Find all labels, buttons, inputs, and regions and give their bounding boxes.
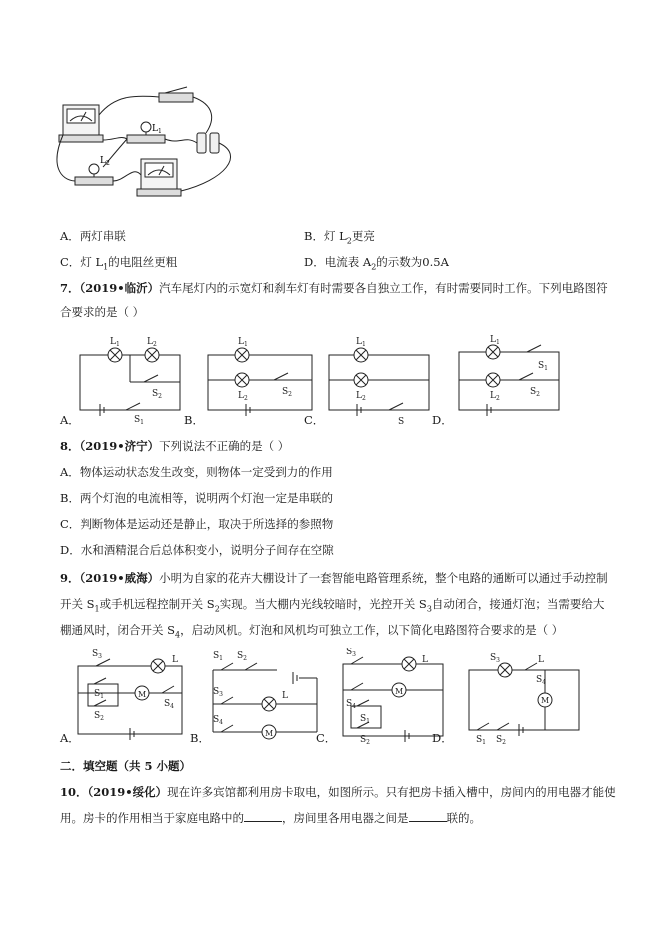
q9-circuit-d [469, 663, 579, 736]
option-letter: B． [60, 491, 80, 505]
question-text: 实现。当大棚内光线较暗时，光控开关 S [219, 597, 427, 611]
q6-apparatus-figure [55, 85, 280, 205]
question-source: （2019•威海） [79, 571, 160, 585]
q9-stem-line3 [60, 622, 563, 643]
svg-text:S3: $S_3$ [92, 649, 102, 660]
option-letter: A． [60, 229, 80, 243]
q9-option-b[interactable]: B． [190, 731, 210, 745]
q9-option-c[interactable]: C． [316, 731, 337, 745]
svg-text:L1: $L_1$ [110, 337, 120, 348]
q9-circuit-b [213, 663, 317, 739]
question-source: （2019•绥化） [87, 785, 168, 799]
option-letter: C． [60, 517, 81, 531]
question-text: 自动闭合，接通灯泡；当需要给大 [431, 597, 605, 611]
question-source: （2019•临沂） [79, 281, 160, 295]
svg-text:S4: $S_4$ [213, 715, 223, 726]
question-text: 下列说法不正确的是（ ） [159, 439, 290, 453]
q9-circuit-c [343, 657, 443, 742]
question-source: （2019•济宁） [79, 439, 160, 453]
option-text: 的示数为0.5A [376, 255, 449, 269]
question-text: 小明为自家的花卉大棚设计了一套智能电路管理系统，整个电路的通断可以通过手动控制 [159, 571, 608, 585]
question-text: ，房间里各用电器之间是 [282, 811, 409, 825]
q7-option-c[interactable]: C． [304, 413, 325, 427]
svg-text:L1: $L_1$ [238, 337, 248, 348]
q9-option-d[interactable]: D． [432, 731, 453, 745]
q8-option-c[interactable] [60, 516, 333, 532]
option-text: 两灯串联 [79, 229, 126, 243]
question-sub: 2 [214, 604, 220, 614]
question-text: 合要求的是（ ） [60, 305, 145, 319]
question-text: 棚通风时，闭合开关 S [60, 623, 176, 637]
svg-text:L2: $L_2$ [490, 391, 500, 402]
option-letter: B． [304, 229, 324, 243]
option-letter: A． [60, 465, 80, 479]
option-text: 电流表 A [324, 255, 372, 269]
svg-text:L1: $L_1$ [356, 337, 366, 348]
q7-option-d[interactable]: D． [432, 413, 453, 427]
svg-text:L1: $L_1$ [490, 335, 500, 346]
q7-circuit-a [80, 348, 180, 416]
question-number: 10． [60, 785, 88, 799]
svg-text:L2: $L_2$ [238, 391, 248, 402]
q7-circuit-c [329, 348, 429, 416]
option-text: 判断物体是运动还是静止，取决于所选择的参照物 [80, 517, 334, 531]
svg-text:M: M [541, 696, 550, 705]
option-text: 更亮 [351, 229, 375, 243]
svg-text:S3: $S_3$ [346, 648, 356, 658]
option-text: 两个灯泡的电流相等，说明两个灯泡一定是串联的 [79, 491, 333, 505]
question-text: 联的。 [446, 811, 481, 825]
svg-text:S3: $S_3$ [490, 653, 500, 664]
option-letter: C． [60, 255, 81, 269]
option-letter: D． [60, 543, 81, 557]
svg-text:L2: $L_2$ [356, 391, 366, 402]
q7-stem-line2 [60, 304, 144, 320]
q6-fig-label-l2: $L_2$ [100, 156, 110, 167]
svg-text:S2: $S_2$ [152, 389, 162, 400]
question-sub: 4 [175, 630, 181, 640]
svg-text:S3: $S_3$ [213, 687, 223, 698]
svg-text:S2: $S_2$ [94, 711, 104, 722]
question-sub: 1 [94, 604, 100, 614]
svg-text:M: M [265, 729, 274, 738]
svg-text:S2: $S_2$ [530, 387, 540, 398]
answer-blank-1[interactable] [244, 810, 282, 822]
question-number: 9． [60, 571, 80, 585]
q6-fig-label-l1: $L_1$ [152, 124, 162, 135]
svg-text:M: M [395, 687, 404, 696]
q9-stem-line1 [60, 570, 608, 586]
question-number: 8． [60, 439, 80, 453]
svg-text:S: S [398, 417, 405, 427]
svg-text:S2: $S_2$ [496, 735, 506, 744]
option-sub: 1 [103, 262, 109, 272]
q7-circuit-b [208, 348, 312, 416]
q8-stem [60, 438, 289, 454]
svg-text:S2: $S_2$ [237, 651, 247, 662]
svg-text:L: L [172, 655, 178, 665]
option-sub: 2 [346, 236, 352, 246]
svg-text:S1: $S_1$ [476, 735, 486, 744]
svg-text:S4: $S_4$ [536, 675, 546, 686]
option-sub: 2 [371, 262, 377, 272]
question-text: 现在许多宾馆都利用房卡取电，如图所示。只有把房卡插入槽中，房间内的用电器才能使 [167, 785, 616, 799]
svg-text:S1: $S_1$ [94, 689, 104, 700]
q10-stem-line2 [60, 810, 481, 826]
q8-option-d[interactable] [60, 542, 334, 558]
answer-blank-2[interactable] [409, 810, 447, 822]
q6-option-d[interactable] [304, 254, 449, 275]
question-text: ，启动风机。灯泡和风机均可独立工作，以下简化电路图符合要求的是（ ） [180, 623, 564, 637]
option-text: 水和酒精混合后总体积变小，说明分子间存在空隙 [80, 543, 334, 557]
q7-circuit-d [459, 345, 559, 416]
q6-option-a[interactable] [60, 228, 126, 244]
option-text: 灯 L [80, 255, 104, 269]
q7-option-a[interactable]: A． [60, 413, 80, 427]
svg-text:M: M [138, 690, 147, 699]
question-text: 用。房卡的作用相当于家庭电路中的 [60, 811, 244, 825]
option-text: 灯 L [323, 229, 347, 243]
svg-text:S4: $S_4$ [346, 699, 356, 710]
option-text: 的电阻丝更粗 [108, 255, 178, 269]
q7-stem-line1 [60, 280, 608, 296]
svg-text:L: L [422, 655, 428, 665]
section-title: 二．填空题（共 5 小题） [60, 759, 192, 773]
svg-text:S2: $S_2$ [282, 387, 292, 398]
svg-text:S1: $S_1$ [360, 714, 370, 725]
svg-text:S1: $S_1$ [134, 415, 144, 426]
q9-stem-line2 [60, 596, 604, 617]
question-number: 7． [60, 281, 80, 295]
q8-option-b[interactable] [60, 490, 333, 506]
svg-text:S4: $S_4$ [164, 699, 174, 710]
option-letter: D． [304, 255, 325, 269]
svg-text:L2: $L_2$ [147, 337, 157, 348]
question-text: 或手机远程控制开关 S [99, 597, 215, 611]
q8-option-a[interactable] [60, 464, 333, 480]
question-text: 汽车尾灯内的示宽灯和刹车灯有时需要各自独立工作，有时需要同时工作。下列电路图符 [159, 281, 608, 295]
question-sub: 3 [426, 604, 432, 614]
option-text: 物体运动状态发生改变，则物体一定受到力的作用 [79, 465, 333, 479]
svg-text:S2: $S_2$ [360, 735, 370, 744]
q6-option-c[interactable] [60, 254, 177, 275]
svg-text:S1: $S_1$ [213, 651, 223, 662]
svg-text:S1: $S_1$ [538, 361, 548, 372]
question-text: 开关 S [60, 597, 95, 611]
svg-text:L: L [282, 691, 288, 701]
svg-text:L: L [538, 655, 544, 665]
q7-option-b[interactable]: B． [184, 413, 204, 427]
q6-option-b[interactable] [304, 228, 375, 249]
q10-stem-line1 [60, 784, 616, 800]
q9-option-a[interactable]: A． [60, 731, 80, 745]
